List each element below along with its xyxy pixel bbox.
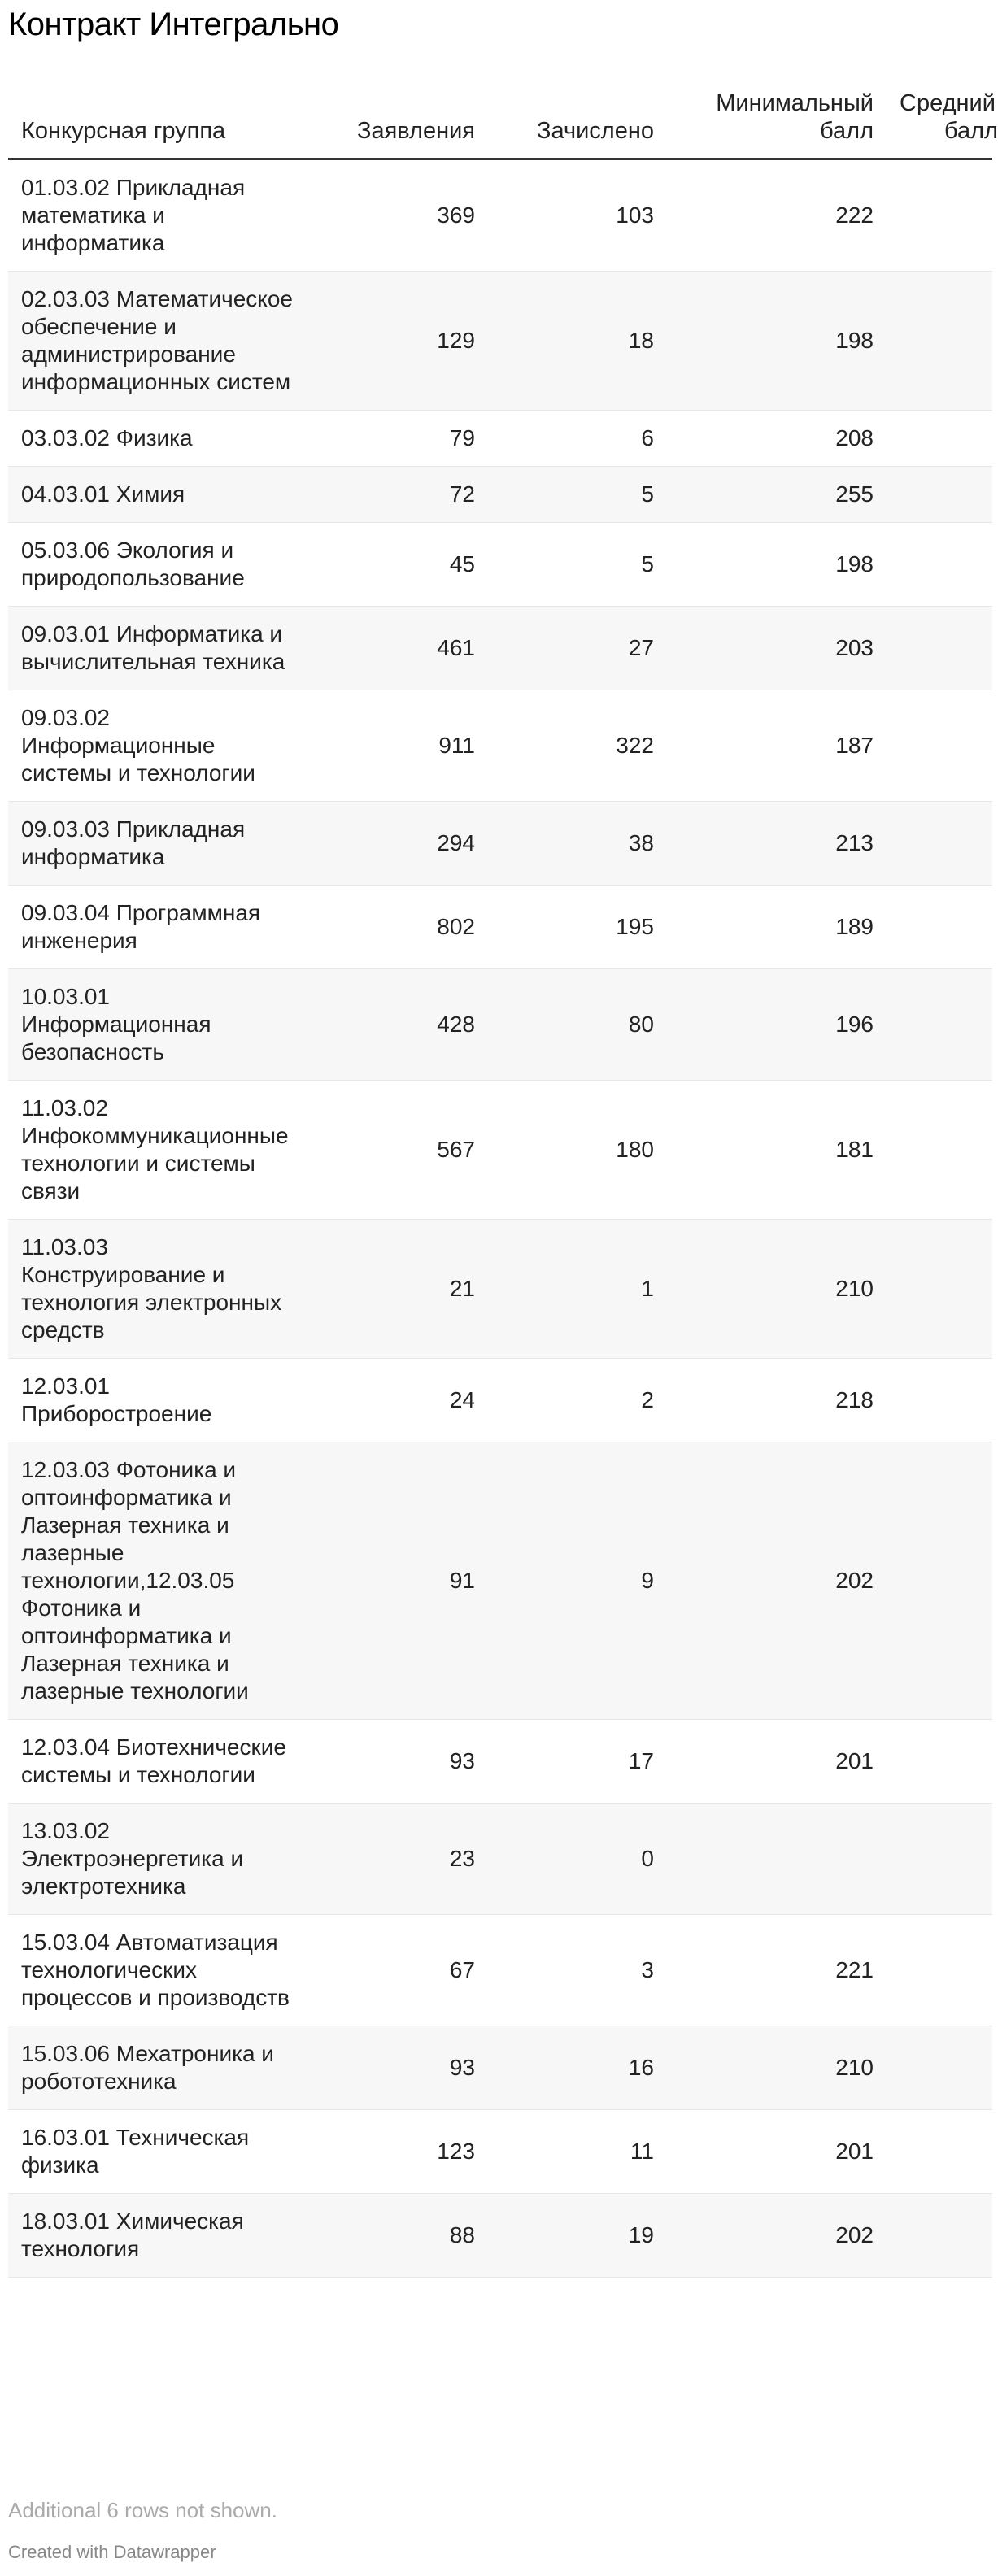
column-header-min-score-line2: балл xyxy=(820,118,874,144)
column-header-avg-score-line1: Средний xyxy=(900,90,996,116)
cell-group: 09.03.03 Прикладная информатика xyxy=(8,802,309,886)
table-row xyxy=(8,1720,992,1804)
cell-min-score: 201 xyxy=(667,1720,887,1804)
table-notes: Additional 6 rows not shown. xyxy=(8,2498,277,2522)
cell-applications: 911 xyxy=(309,690,488,802)
cell-group: 13.03.02 Электроэнергетика и электротехника xyxy=(8,1804,309,1915)
table-row xyxy=(8,607,992,690)
cell-applications: 72 xyxy=(309,467,488,523)
cell-applications: 802 xyxy=(309,886,488,969)
table-row xyxy=(8,411,992,467)
chart-title: Контракт Интегрально xyxy=(8,7,339,42)
cell-group: 11.03.03 Конструирование и технология электронных средств xyxy=(8,1220,309,1359)
table-row xyxy=(8,802,992,886)
cell-group: 18.03.01 Химическая технология xyxy=(8,2194,309,2278)
cell-avg-score xyxy=(887,1081,992,1220)
column-header-avg-score-line2: балл xyxy=(944,118,998,144)
column-header-applications[interactable]: Заявления xyxy=(309,89,488,159)
cell-applications: 88 xyxy=(309,2194,488,2278)
cell-enrolled: 38 xyxy=(488,802,667,886)
table-row xyxy=(8,1220,992,1359)
cell-enrolled: 5 xyxy=(488,467,667,523)
cell-group: 09.03.04 Программная инженерия xyxy=(8,886,309,969)
table-row xyxy=(8,272,992,411)
cell-applications: 428 xyxy=(309,969,488,1081)
cell-min-score: 189 xyxy=(667,886,887,969)
cell-min-score: 196 xyxy=(667,969,887,1081)
cell-enrolled: 2 xyxy=(488,1359,667,1442)
cell-min-score: 202 xyxy=(667,1442,887,1720)
credit-line: Created with Datawrapper xyxy=(8,2542,216,2562)
cell-applications: 21 xyxy=(309,1220,488,1359)
cell-avg-score xyxy=(887,159,992,272)
cell-applications: 93 xyxy=(309,2026,488,2110)
cell-applications: 294 xyxy=(309,802,488,886)
column-header-min-score[interactable] xyxy=(667,89,887,159)
cell-avg-score xyxy=(887,802,992,886)
cell-group: 10.03.01 Информационная безопасность xyxy=(8,969,309,1081)
cell-min-score: 201 xyxy=(667,2110,887,2194)
table-row xyxy=(8,159,992,272)
cell-group: 15.03.06 Мехатроника и робототехника xyxy=(8,2026,309,2110)
cell-min-score: 203 xyxy=(667,607,887,690)
cell-min-score: 222 xyxy=(667,159,887,272)
cell-min-score: 202 xyxy=(667,2194,887,2278)
table-row xyxy=(8,886,992,969)
cell-group: 01.03.02 Прикладная математика и информатика xyxy=(8,159,309,272)
cell-enrolled: 16 xyxy=(488,2026,667,2110)
cell-avg-score xyxy=(887,607,992,690)
table-header-row xyxy=(8,89,992,159)
cell-enrolled: 9 xyxy=(488,1442,667,1720)
cell-avg-score xyxy=(887,467,992,523)
cell-min-score: 198 xyxy=(667,523,887,607)
cell-min-score: 210 xyxy=(667,1220,887,1359)
cell-avg-score xyxy=(887,1915,992,2026)
cell-avg-score xyxy=(887,1359,992,1442)
cell-applications: 93 xyxy=(309,1720,488,1804)
data-table-container xyxy=(8,89,998,2278)
cell-applications: 79 xyxy=(309,411,488,467)
cell-enrolled: 195 xyxy=(488,886,667,969)
table-row xyxy=(8,1915,992,2026)
cell-enrolled: 11 xyxy=(488,2110,667,2194)
cell-enrolled: 6 xyxy=(488,411,667,467)
cell-group: 12.03.04 Биотехнические системы и технологии xyxy=(8,1720,309,1804)
cell-group: 12.03.03 Фотоника и оптоинформатика и Лазерная техника и лазерные технологии,12.03.05 Фотоника и оптоинформатика и Лазерная техника и лазерные технологии xyxy=(8,1442,309,1720)
cell-avg-score xyxy=(887,272,992,411)
cell-avg-score xyxy=(887,2110,992,2194)
cell-avg-score xyxy=(887,1804,992,1915)
cell-applications: 369 xyxy=(309,159,488,272)
cell-min-score: 187 xyxy=(667,690,887,802)
column-header-group[interactable]: Конкурсная группа xyxy=(8,89,309,159)
table-row xyxy=(8,1442,992,1720)
table-row xyxy=(8,1359,992,1442)
cell-avg-score xyxy=(887,523,992,607)
cell-group: 09.03.01 Информатика и вычислительная техника xyxy=(8,607,309,690)
cell-applications: 123 xyxy=(309,2110,488,2194)
cell-group: 16.03.01 Техническая физика xyxy=(8,2110,309,2194)
column-header-min-score-line1: Минимальный xyxy=(716,90,874,116)
table-row xyxy=(8,1081,992,1220)
cell-min-score xyxy=(667,1804,887,1915)
cell-group: 12.03.01 Приборостроение xyxy=(8,1359,309,1442)
cell-enrolled: 0 xyxy=(488,1804,667,1915)
cell-min-score: 218 xyxy=(667,1359,887,1442)
cell-avg-score xyxy=(887,969,992,1081)
cell-avg-score xyxy=(887,2026,992,2110)
table-row xyxy=(8,523,992,607)
cell-group: 15.03.04 Автоматизация технологических процессов и производств xyxy=(8,1915,309,2026)
cell-enrolled: 18 xyxy=(488,272,667,411)
cell-avg-score xyxy=(887,411,992,467)
column-header-avg-score[interactable] xyxy=(887,89,998,159)
cell-min-score: 221 xyxy=(667,1915,887,2026)
cell-avg-score xyxy=(887,2194,992,2278)
cell-group: 11.03.02 Инфокоммуникационные технологии и системы связи xyxy=(8,1081,309,1220)
column-header-enrolled[interactable]: Зачислено xyxy=(488,89,667,159)
cell-min-score: 208 xyxy=(667,411,887,467)
table-row xyxy=(8,969,992,1081)
cell-applications: 45 xyxy=(309,523,488,607)
cell-group: 09.03.02 Информационные системы и технологии xyxy=(8,690,309,802)
cell-applications: 24 xyxy=(309,1359,488,1442)
table-row xyxy=(8,690,992,802)
cell-avg-score xyxy=(887,886,992,969)
cell-min-score: 213 xyxy=(667,802,887,886)
cell-applications: 23 xyxy=(309,1804,488,1915)
cell-enrolled: 103 xyxy=(488,159,667,272)
table-row xyxy=(8,467,992,523)
cell-enrolled: 3 xyxy=(488,1915,667,2026)
cell-enrolled: 180 xyxy=(488,1081,667,1220)
cell-enrolled: 322 xyxy=(488,690,667,802)
table-row xyxy=(8,2026,992,2110)
cell-group: 03.03.02 Физика xyxy=(8,411,309,467)
cell-avg-score xyxy=(887,1442,992,1720)
cell-group: 05.03.06 Экология и природопользование xyxy=(8,523,309,607)
table-row xyxy=(8,2194,992,2278)
table-row xyxy=(8,2110,992,2194)
cell-applications: 91 xyxy=(309,1442,488,1720)
cell-min-score: 181 xyxy=(667,1081,887,1220)
cell-applications: 461 xyxy=(309,607,488,690)
data-table xyxy=(8,89,998,2278)
cell-avg-score xyxy=(887,690,992,802)
cell-group: 02.03.03 Математическое обеспечение и администрирование информационных систем xyxy=(8,272,309,411)
cell-min-score: 198 xyxy=(667,272,887,411)
cell-enrolled: 1 xyxy=(488,1220,667,1359)
cell-enrolled: 5 xyxy=(488,523,667,607)
cell-enrolled: 80 xyxy=(488,969,667,1081)
cell-avg-score xyxy=(887,1720,992,1804)
cell-avg-score xyxy=(887,1220,992,1359)
cell-enrolled: 19 xyxy=(488,2194,667,2278)
cell-group: 04.03.01 Химия xyxy=(8,467,309,523)
table-body xyxy=(8,159,992,2278)
cell-applications: 67 xyxy=(309,1915,488,2026)
cell-min-score: 255 xyxy=(667,467,887,523)
table-row xyxy=(8,1804,992,1915)
cell-enrolled: 27 xyxy=(488,607,667,690)
cell-applications: 129 xyxy=(309,272,488,411)
cell-enrolled: 17 xyxy=(488,1720,667,1804)
cell-applications: 567 xyxy=(309,1081,488,1220)
cell-min-score: 210 xyxy=(667,2026,887,2110)
